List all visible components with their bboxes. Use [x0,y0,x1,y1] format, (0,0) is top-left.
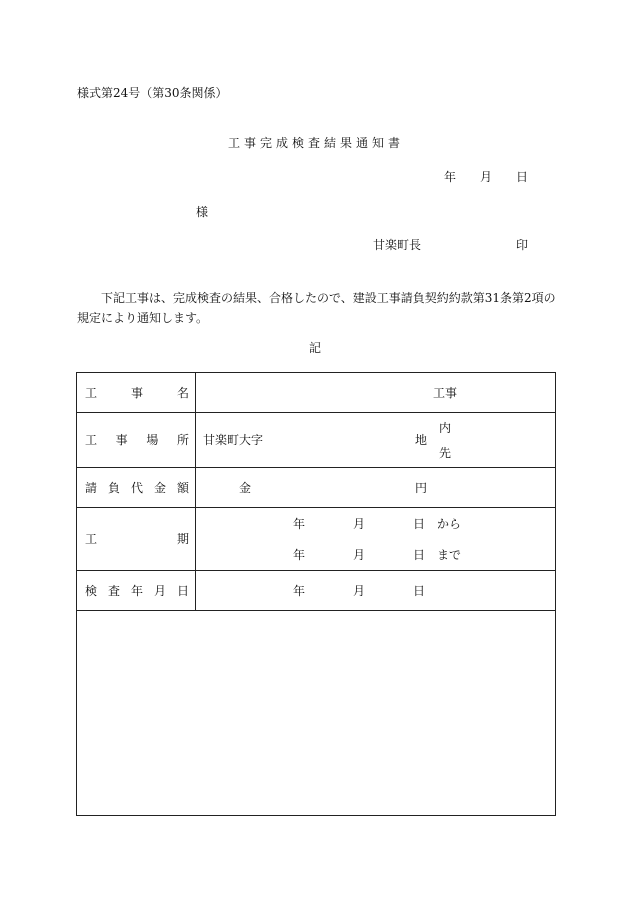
label-char: 場 [146,433,159,447]
addressee-suffix: 様 [196,205,209,219]
label-char: 月 [153,584,166,598]
row-divider [77,610,555,611]
label-construction-period [85,532,189,546]
column-divider [195,373,196,610]
period-to: まで [437,548,462,562]
label-char: 負 [107,481,120,495]
place-chi: 地 [415,433,428,447]
label-construction-place [85,433,189,447]
label-char: 日 [176,584,189,598]
inspection-year: 年 [293,584,306,598]
place-nai: 内 [439,421,452,435]
date-day-label: 日 [516,170,529,184]
label-contract-amount [85,481,189,495]
row-divider [77,507,555,508]
row-divider [77,570,555,571]
body-line-2: 規定により通知します。 [77,311,209,325]
label-char: 名 [176,386,189,400]
label-char: 代 [130,481,143,495]
label-char: 工 [85,532,98,546]
period-to-month: 月 [353,548,366,562]
place-saki: 先 [439,446,452,460]
amount-kin: 金 [239,481,252,495]
body-text [77,288,557,328]
date-month-label: 月 [480,170,493,184]
row-divider [77,412,555,413]
ki-mark: 記 [309,341,322,355]
document-title: 工事完成検査結果通知書 [228,136,405,150]
body-line-1: 下記工事は、完成検査の結果、合格したので、建設工事請負契約約款第31条第2項の [101,291,556,305]
inspection-month: 月 [353,584,366,598]
label-char: 年 [130,584,143,598]
label-char: 事 [115,433,128,447]
label-char: 工 [85,433,98,447]
sender-name: 甘楽町長 [373,238,422,252]
construction-name-suffix: 工事 [433,386,458,400]
period-from-year: 年 [293,517,306,531]
details-table [76,372,556,816]
label-char: 金 [153,481,166,495]
date-year-label: 年 [444,170,457,184]
row-divider [77,467,555,468]
form-number: 様式第24号（第30条関係） [77,86,228,100]
period-to-year: 年 [293,548,306,562]
period-from: から [437,517,462,531]
label-char: 査 [107,584,120,598]
label-char: 期 [176,532,189,546]
seal-mark: 印 [516,238,529,252]
label-char: 工 [85,386,98,400]
period-to-day: 日 [413,548,426,562]
label-construction-name [85,386,189,400]
amount-yen: 円 [415,481,428,495]
label-char: 請 [85,481,98,495]
label-char: 所 [176,433,189,447]
inspection-day: 日 [413,584,426,598]
label-inspection-date [85,584,189,598]
period-from-month: 月 [353,517,366,531]
label-char: 額 [176,481,189,495]
period-from-day: 日 [413,517,426,531]
place-town: 甘楽町大字 [203,433,264,447]
label-char: 検 [85,584,98,598]
label-char: 事 [130,386,143,400]
